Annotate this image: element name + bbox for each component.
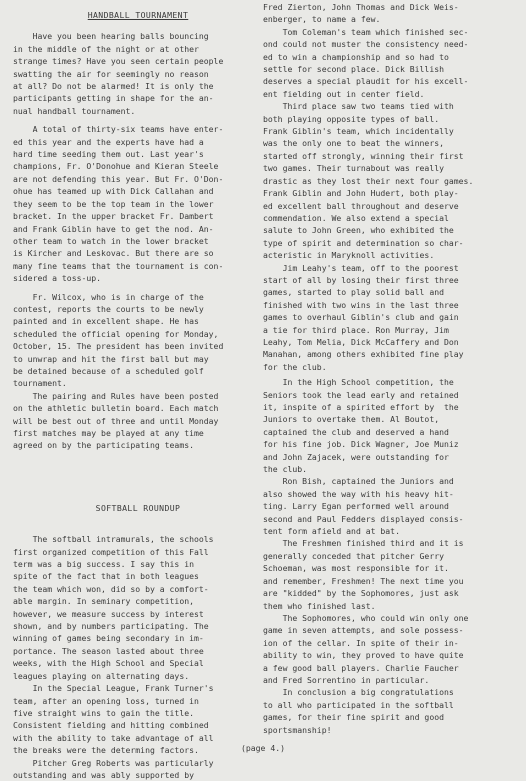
text-line: and Frank Giblin have to get the nod. An- — [13, 223, 214, 234]
text-line: be detained because of a scheduled golf — [13, 365, 204, 376]
text-line: Frank Giblin's team, which incidentally — [263, 126, 454, 137]
text-line: other team to watch in the lower bracket — [13, 235, 209, 246]
text-line: it, inspite of a spirited effort by the — [263, 402, 459, 412]
text-line: shown, and by numbers participating. The — [13, 621, 209, 632]
text-line: hard time seeding them out. Last year's — [13, 149, 204, 160]
text-line: Manahan, among others exhibited fine play — [263, 349, 464, 360]
softball-paragraph-1 — [13, 533, 263, 682]
right-column — [263, 0, 515, 736]
text-line: Fred Zierton, John Thomas and Dick Weis- — [263, 2, 459, 12]
text-line: spite of the fact that in both leagues — [13, 571, 199, 582]
text-line: The pairing and Rules have been posted — [13, 390, 219, 401]
text-line: for the club. — [263, 361, 327, 372]
text-line: first organized competition of this Fall — [13, 546, 209, 557]
softball-paragraph-3 — [13, 757, 263, 781]
text-line: finished with two wins in the last three — [263, 299, 459, 310]
text-line: Leahy, Tom Melia, Dick McCaffery and Don — [263, 336, 459, 347]
text-line: are not defending this year. But Fr. O'Don- — [13, 173, 224, 184]
text-line: In conclusion a big congratulations — [263, 687, 454, 698]
third-place-paragraph — [263, 100, 515, 261]
text-line: ent fielding out in center field. — [263, 88, 425, 99]
text-line: however, we measure success by interest — [13, 608, 204, 619]
text-line: A total of thirty-six teams have enter- — [13, 124, 224, 135]
text-line: Pitcher Greg Roberts was particularly — [13, 757, 214, 768]
text-line: first matches may be played at any time — [13, 428, 204, 438]
text-line: sportsmanship! — [263, 724, 332, 735]
text-line: weeks, with the High School and Special — [13, 658, 204, 669]
text-line: to all who participated in the softball — [263, 699, 454, 710]
text-line: captained the club and deserved a hand — [263, 426, 449, 437]
text-line: The Sophomores, who could win only one — [263, 612, 469, 623]
text-line: also showed the way with his heavy hit- — [263, 488, 454, 499]
text-line: Third place saw two teams tied with — [263, 101, 454, 112]
text-line: will be best out of three and until Monday — [13, 415, 219, 426]
text-line: second and Paul Fedders displayed consis- — [263, 513, 464, 524]
softball-heading: SOFTBALL ROUNDUP — [95, 502, 181, 513]
text-line: ed excellent ball throughout and deserve — [263, 200, 459, 211]
text-line: Schoeman, was most responsible for it. — [263, 563, 449, 574]
text-line: Have you been hearing balls bouncing — [13, 31, 209, 42]
juniors-paragraph — [263, 475, 515, 537]
text-line: and Fred Sorrentino in particular. — [263, 674, 430, 685]
text-line: Ron Bish, captained the Juniors and — [263, 476, 454, 487]
text-line: on the athletic bulletin board. Each match — [13, 403, 219, 414]
text-line: swatting the air for seemingly no reason — [13, 68, 209, 79]
high-school-paragraph — [263, 376, 515, 475]
text-line: able margin. In seminary competition, — [13, 596, 194, 607]
text-line: Fr. Wilcox, who is in charge of the — [13, 291, 204, 302]
left-column — [13, 0, 263, 781]
text-line: settle for second place. Dick Billish — [263, 64, 444, 75]
text-line: and John Zajacek, were outstanding for — [263, 451, 449, 462]
text-line: at all? Do not be alarmed! It is only the — [13, 81, 214, 92]
text-line: games, started to play solid ball and — [263, 287, 444, 298]
text-line: scheduled the official opening for Monday, — [13, 328, 219, 339]
handball-paragraph-3 — [13, 291, 263, 390]
text-line: start of all by losing their first three — [263, 274, 459, 285]
text-line: ohue has teamed up with Dick Callahan and — [13, 186, 214, 197]
text-line: in the middle of the night or at other — [13, 43, 199, 54]
text-line: ion of the cellar. In spite of their in- — [263, 637, 459, 648]
text-line: champions, Fr. O'Donohue and Kieran Steele — [13, 161, 219, 172]
text-line: started off strongly, winning their first — [263, 150, 464, 161]
text-line: strange times? Have you seen certain people — [13, 56, 224, 67]
text-line: a tie for third place. Ron Murray, Jim — [263, 324, 449, 335]
handball-paragraph-4 — [13, 390, 263, 452]
text-line: Seniors took the lead early and retained — [263, 389, 459, 400]
softball-continued-paragraph — [263, 1, 515, 26]
text-line: acteristic in Maryknoll activities. — [263, 250, 435, 261]
text-line: outstanding and was ably supported by — [13, 769, 194, 780]
text-line: The Freshmen finished third and it is — [263, 538, 464, 549]
text-line: salute to John Green, who exhibited the — [263, 225, 454, 236]
second-place-paragraph — [263, 26, 515, 100]
text-line: ability to win, they proved to have quite — [263, 650, 464, 661]
page-number: (page 4.) — [240, 743, 286, 753]
text-line: The softball intramurals, the schools — [13, 534, 214, 545]
text-line: are "kidded" by the Sophomores, just ask — [263, 588, 459, 599]
text-line: ed this year and the experts have had a — [13, 136, 204, 147]
text-line: was the only one to beat the winners, — [263, 138, 444, 149]
text-line: and remember, Freshmen! The next time you — [263, 575, 464, 586]
text-line: games to overhaul Giblin's club and gain — [263, 312, 459, 323]
text-line: they seem to be the top team in the lower — [13, 198, 214, 209]
handball-paragraph-2 — [13, 123, 263, 284]
text-line: is Kircher and Leskovac. But there are so — [13, 248, 214, 259]
leahy-team-paragraph — [263, 262, 515, 374]
text-line: them who finished last. — [263, 600, 376, 611]
text-line: ting. Larry Egan performed well around — [263, 501, 449, 512]
sophomores-paragraph — [263, 612, 515, 686]
text-line: Jim Leahy's team, off to the poorest — [263, 262, 459, 273]
text-line: October, 15. The president has been invited — [13, 341, 224, 352]
text-line: In the High School competition, the — [263, 377, 454, 388]
text-line: to unwrap and hit the first ball but may — [13, 353, 209, 364]
text-line: a few good ball players. Charlie Faucher — [263, 662, 459, 673]
handball-heading: HANDBALL TOURNAMENT — [87, 10, 189, 20]
handball-paragraph-1 — [13, 30, 263, 117]
text-line: Frank Giblin and John Hudert, both play- — [263, 188, 459, 199]
text-line: bracket. In the upper bracket Fr. Dambert — [13, 211, 214, 222]
text-line: participants getting in shape for the an- — [13, 93, 214, 104]
text-line: ond could not muster the consistency need- — [263, 39, 469, 50]
text-line: the team which won, did so by a comfort- — [13, 583, 209, 594]
text-line: tent form afield and at bat. — [263, 526, 400, 537]
text-line: tournament. — [13, 378, 67, 389]
conclusion-paragraph — [263, 686, 515, 736]
text-line: sidered a toss-up. — [13, 273, 102, 284]
text-line: drastic as they lost their next four games. — [263, 175, 474, 186]
text-line: with the ability to take advantage of all — [13, 732, 214, 743]
text-line: type of spirit and determination so char- — [263, 237, 464, 248]
text-line: games, for their fine spirit and good — [263, 712, 444, 723]
text-line: many fine teams that the tournament is con- — [13, 260, 224, 271]
text-line: Tom Coleman's team which finished sec- — [263, 26, 469, 37]
text-line: team, after an opening loss, turned in — [13, 695, 199, 706]
text-line: for his fine job. Dick Wagner, Joe Muniz — [263, 439, 459, 450]
text-line: Juniors to overtake them. Al Boutot, — [263, 414, 440, 425]
text-line: agreed on by the participating teams. — [13, 440, 194, 451]
text-line: game in seven attempts, and sole possess- — [263, 625, 464, 636]
text-line: contest, reports the courts to be newly — [13, 303, 204, 314]
text-line: term was a big success. I say this in — [13, 559, 194, 570]
freshmen-paragraph — [263, 537, 515, 611]
text-line: deserves a special plaudit for his excell- — [263, 76, 469, 87]
text-line: generally conceded that pitcher Gerry — [263, 550, 444, 561]
text-line: five straight wins to gain the title. — [13, 707, 194, 718]
text-line: painted and in excellent shape. He has — [13, 316, 199, 327]
text-line: the club. — [263, 464, 308, 475]
text-line: In the Special League, Frank Turner's — [13, 683, 214, 694]
text-line: portance. The season lasted about three — [13, 645, 204, 656]
text-line: nual handball tournament. — [13, 105, 136, 116]
text-line: the breaks were the determing factors. — [13, 745, 199, 756]
text-line: two games. Their turnabout was really — [263, 163, 444, 174]
text-line: winning of games being secondary in im- — [13, 633, 204, 644]
text-line: enberger, to name a few. — [263, 14, 381, 25]
text-line: Consistent fielding and hitting combined — [13, 720, 209, 731]
text-line: commendation. We also extend a special — [263, 212, 449, 223]
text-line: ed to win a championship and so had to — [263, 51, 449, 62]
text-line: both playing opposite types of ball. — [263, 113, 440, 124]
text-line: leagues playing on alternating days. — [13, 670, 190, 681]
